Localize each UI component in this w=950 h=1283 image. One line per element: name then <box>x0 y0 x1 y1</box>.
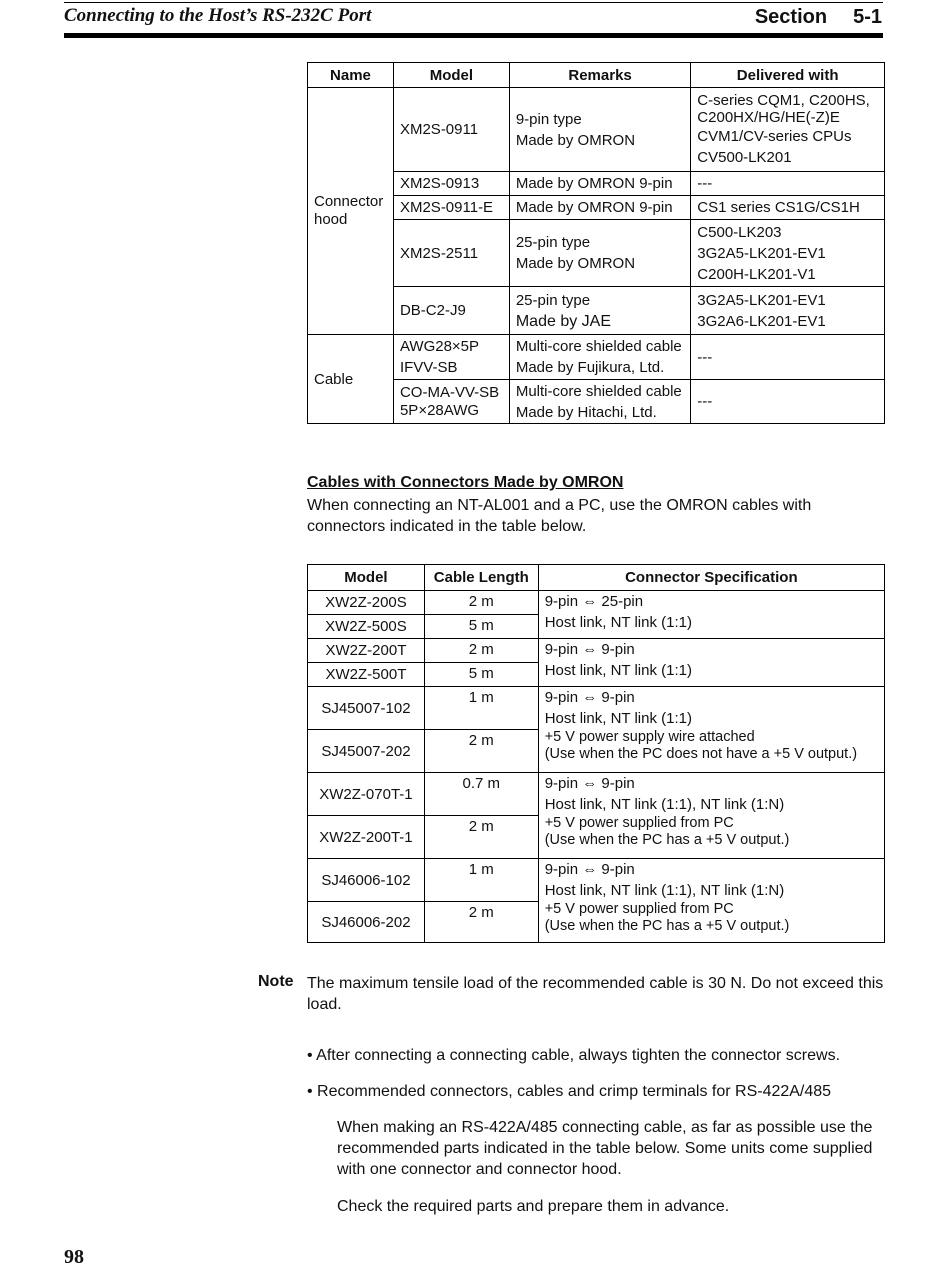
connector-hood-cable-table <box>307 62 885 424</box>
col-header-connector-spec: Connector Specification <box>538 565 884 591</box>
model-cell: XW2Z-200T-1 <box>308 816 425 859</box>
table-header-row <box>308 565 885 591</box>
bullet-tighten-screws: • After connecting a connecting cable, always tighten the connector screws. <box>307 1047 841 1064</box>
table-row <box>308 859 885 902</box>
col-header-remarks: Remarks <box>509 63 690 88</box>
table-row <box>308 172 885 196</box>
table-row <box>308 196 885 220</box>
page-number: 98 <box>64 1246 84 1268</box>
length-cell: 2 m <box>424 639 538 663</box>
remarks-cell: 25-pin type Made by JAE <box>509 287 690 335</box>
table-row <box>308 591 885 615</box>
model-cell: XM2S-2511 <box>393 220 509 287</box>
rs422-paragraph-2: Check the required parts and prepare them in advance. <box>337 1198 730 1215</box>
model-cell: AWG28×5P IFVV-SB <box>393 335 509 380</box>
length-cell: 1 m <box>424 859 538 902</box>
remarks-cell: Made by OMRON 9-pin <box>509 196 690 220</box>
table-row <box>308 773 885 816</box>
table-header-row <box>308 63 885 88</box>
omron-intro-paragraph: When connecting an NT-AL001 and a PC, use the OMRON cables with connectors indicated in the table below. <box>307 497 812 535</box>
section-word: Section <box>754 6 828 28</box>
name-connector-hood: Connector hood <box>308 88 394 335</box>
model-cell: XW2Z-500T <box>308 663 425 687</box>
table-row <box>308 639 885 663</box>
note-label: Note <box>258 973 294 990</box>
model-cell: XM2S-0911 <box>393 88 509 172</box>
delivered-cell: --- <box>691 172 885 196</box>
delivered-cell: CS1 series CS1G/CS1H <box>691 196 885 220</box>
delivered-cell: --- <box>691 335 885 380</box>
section-number: 5-1 <box>853 6 882 28</box>
running-header-title: Connecting to the Host’s RS-232C Port <box>64 5 372 26</box>
col-header-cable-length: Cable Length <box>424 565 538 591</box>
length-cell: 0.7 m <box>424 773 538 816</box>
delivered-cell: C-series CQM1, C200HS, C200HX/HG/HE(-Z)E CVM1/CV-series CPUs CV500-LK201 <box>691 88 885 172</box>
spec-cell: 9-pin ⇔ 9-pin Host link, NT link (1:1), NT link (1:N) +5 V power supplied from PC (Use when the PC has a +5 V output.) <box>538 773 884 859</box>
model-cell: XM2S-0911-E <box>393 196 509 220</box>
table-row <box>308 335 885 380</box>
omron-cable-table <box>307 564 885 943</box>
col-header-name: Name <box>308 63 394 88</box>
model-cell: SJ46006-102 <box>308 859 425 902</box>
table-row <box>308 287 885 335</box>
remarks-cell: Multi-core shielded cable Made by Hitachi, Ltd. <box>509 380 690 424</box>
name-cable: Cable <box>308 335 394 424</box>
length-cell: 2 m <box>424 816 538 859</box>
length-cell: 5 m <box>424 615 538 639</box>
spec-cell: 9-pin ⇔ 9-pin Host link, NT link (1:1) <box>538 639 884 687</box>
model-cell: XW2Z-200S <box>308 591 425 615</box>
remarks-cell: Made by OMRON 9-pin <box>509 172 690 196</box>
table-row <box>308 88 885 172</box>
length-cell: 5 m <box>424 663 538 687</box>
table-row <box>308 687 885 730</box>
model-cell: DB-C2-J9 <box>393 287 509 335</box>
col-header-model: Model <box>308 565 425 591</box>
rs422-paragraph-1: When making an RS-422A/485 connecting cable, as far as possible use the recommended parts indicated in the table below. Some units come supplied with one connector and connector hood. <box>337 1119 873 1178</box>
remarks-cell: 9-pin type Made by OMRON <box>509 88 690 172</box>
model-cell: SJ45007-102 <box>308 687 425 730</box>
remarks-cell: Multi-core shielded cable Made by Fujikura, Ltd. <box>509 335 690 380</box>
model-cell: SJ46006-202 <box>308 902 425 943</box>
header-bottom-rule <box>64 33 883 38</box>
col-header-model: Model <box>393 63 509 88</box>
model-cell: XW2Z-070T-1 <box>308 773 425 816</box>
remarks-cell: 25-pin type Made by OMRON <box>509 220 690 287</box>
section-heading-omron-cables: Cables with Connectors Made by OMRON <box>307 474 624 491</box>
length-cell: 1 m <box>424 687 538 730</box>
delivered-cell: C500-LK203 3G2A5-LK201-EV1 C200H-LK201-V1 <box>691 220 885 287</box>
model-cell: XW2Z-200T <box>308 639 425 663</box>
table-row <box>308 380 885 424</box>
model-cell: XW2Z-500S <box>308 615 425 639</box>
spec-cell: 9-pin ⇔ 25-pin Host link, NT link (1:1) <box>538 591 884 639</box>
table-row <box>308 220 885 287</box>
length-cell: 2 m <box>424 902 538 943</box>
note-text: The maximum tensile load of the recommended cable is 30 N. Do not exceed this load. <box>307 975 884 1013</box>
delivered-cell: 3G2A5-LK201-EV1 3G2A6-LK201-EV1 <box>691 287 885 335</box>
bullet-recommended-parts: • Recommended connectors, cables and crimp terminals for RS-422A/485 <box>307 1083 832 1100</box>
running-header-section <box>755 6 882 29</box>
model-cell: XM2S-0913 <box>393 172 509 196</box>
col-header-delivered-with: Delivered with <box>691 63 885 88</box>
length-cell: 2 m <box>424 730 538 773</box>
delivered-cell: --- <box>691 380 885 424</box>
spec-cell: 9-pin ⇔ 9-pin Host link, NT link (1:1) +5 V power supply wire attached (Use when the PC does not have a +5 V output.) <box>538 687 884 773</box>
model-cell: CO-MA-VV-SB 5P×28AWG <box>393 380 509 424</box>
spec-cell: 9-pin ⇔ 9-pin Host link, NT link (1:1), NT link (1:N) +5 V power supplied from PC (Use when the PC has a +5 V output.) <box>538 859 884 943</box>
header-top-rule <box>64 2 883 3</box>
length-cell: 2 m <box>424 591 538 615</box>
model-cell: SJ45007-202 <box>308 730 425 773</box>
